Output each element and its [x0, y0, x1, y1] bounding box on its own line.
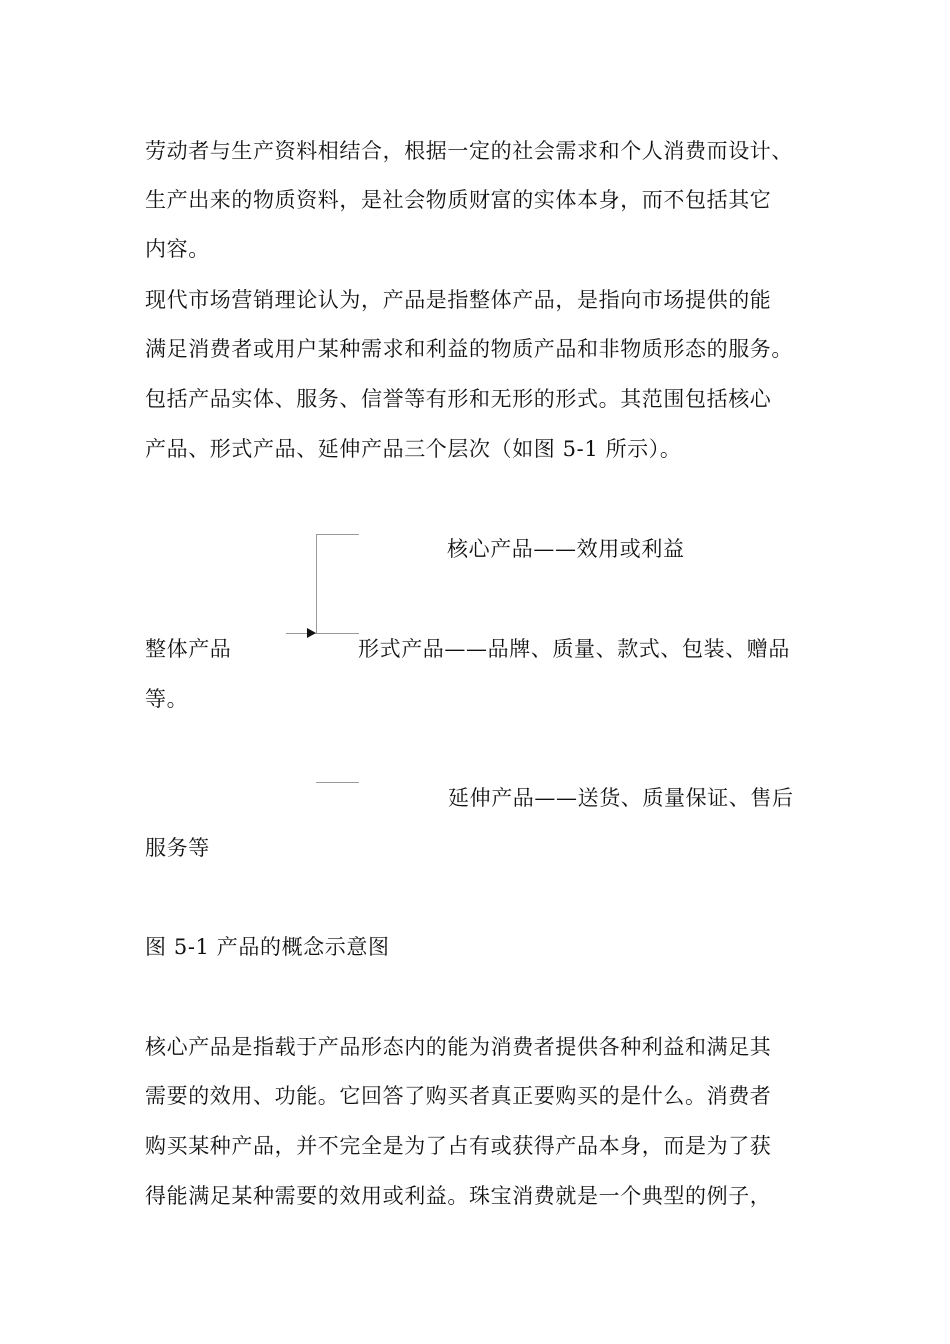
bracket-bottom-line: [316, 782, 359, 783]
paragraph-1-line-1: 劳动者与生产资料相结合，根据一定的社会需求和个人消费而设计、: [145, 139, 793, 163]
paragraph-3-line-3: 购买某种产品，并不完全是为了占有或获得产品本身，而是为了获: [145, 1134, 772, 1158]
paragraph-1-line-2: 生产出来的物质资料，是社会物质财富的实体本身，而不包括其它: [145, 188, 772, 212]
paragraph-3-line-1: 核心产品是指载于产品形态内的能为消费者提供各种利益和满足其: [145, 1035, 772, 1059]
form-product-label: 形式产品——品牌、质量、款式、包装、赠品: [358, 637, 790, 661]
form-product-continuation: 等。: [145, 687, 189, 711]
extended-product-label: 延伸产品——送货、质量保证、售后: [448, 786, 794, 810]
paragraph-3-line-4: 得能满足某种需要的效用或利益。珠宝消费就是一个典型的例子，: [145, 1184, 772, 1208]
paragraph-2-line-3: 包括产品实体、服务、信誉等有形和无形的形式。其范围包括核心: [145, 387, 772, 411]
bracket-top-line: [316, 534, 359, 535]
paragraph-3-line-2: 需要的效用、功能。它回答了购买者真正要购买的是什么。消费者: [145, 1084, 772, 1108]
bracket-middle-line: [286, 633, 359, 634]
paragraph-1-line-3: 内容。: [145, 237, 210, 261]
paragraph-2-line-4: 产品、形式产品、延伸产品三个层次（如图 5-1 所示）。: [145, 437, 682, 461]
bracket-vertical-line: [316, 534, 317, 634]
arrow-icon: [307, 628, 316, 638]
figure-caption: 图 5-1 产品的概念示意图: [145, 935, 390, 959]
extended-product-continuation: 服务等: [145, 836, 210, 860]
paragraph-2-line-1: 现代市场营销理论认为，产品是指整体产品，是指向市场提供的能: [145, 288, 772, 312]
core-product-label: 核心产品——效用或利益: [447, 537, 685, 561]
whole-product-label: 整体产品: [145, 637, 232, 661]
paragraph-2-line-2: 满足消费者或用户某种需求和利益的物质产品和非物质形态的服务。: [145, 337, 793, 361]
